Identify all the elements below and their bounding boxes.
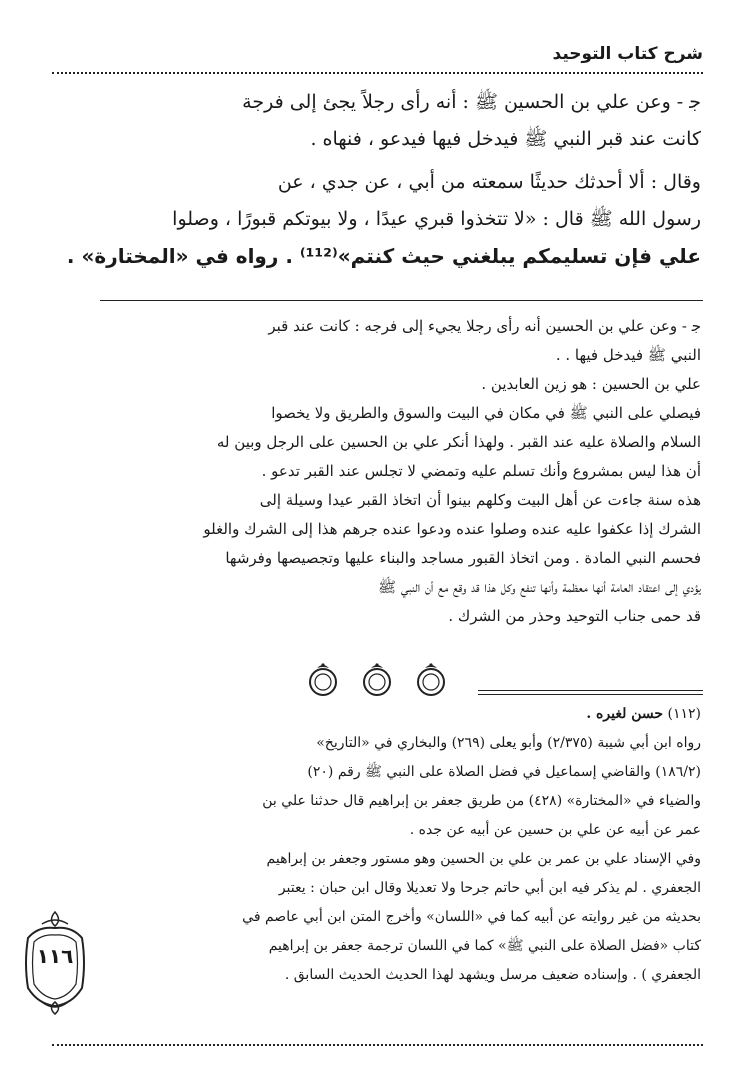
footnote-line: رواه ابن أبي شيبة (٢/٣٧٥) وأبو يعلى (٢٦٩) والبخاري في «التاريخ» [316,735,701,751]
footnote-divider-bottom [478,694,703,695]
footnote-divider-top [478,690,703,691]
matn-line: وقال : ألا أحدثك حديثًا سمعته من أبي ، عن جدي ، عن [277,171,701,193]
footnote-line: والضياء في «المختارة» (٤٢٨) من طريق جعفر بن إبراهيم قال حدثنا علي بن [262,793,701,809]
flower-ornament-icon [413,660,449,700]
sharh-line: السلام والصلاة عليه عند القبر . ولهذا أنكر علي بن الحسين على الرجل وبين له [216,433,701,451]
matn-line: كانت عند قبر النبي ﷺ فيدخل فيها فيدعو ، فنهاه . [310,128,701,150]
footnote-line: (١٨٦/٢) والقاضي إسماعيل في فضل الصلاة على النبي ﷺ رقم (٢٠) [307,764,701,780]
sharh-line: النبي ﷺ فيدخل فيها . . [555,346,701,364]
matn-line: علي فإن تسليمكم يبلغني حيث كنتم»⁽¹¹²⁾ . رواه في «المختارة» . [66,244,701,268]
page-number-frame [14,908,96,1018]
flower-ornament-icon [305,660,341,700]
header-divider [52,72,703,74]
footnote-line: بحديثه من غير روايته عن أبيه كما في «اللسان» وأخرج المتن ابن أبي عاصم في [242,909,701,925]
footnote-line: وفي الإسناد علي بن عمر بن علي بن الحسين وهو مستور وجعفر بن إبراهيم [266,851,701,867]
footnote-line: الجعفري . لم يذكر فيه ابن أبي حاتم جرحا ولا تعديلا وقال ابن حبان : يعتبر [278,880,701,896]
sharh-line: أن هذا ليس بمشروع وأنك تسلم عليه وتمضي لا تجلس عند القبر تدعو . [261,462,701,480]
footnote-heading [110,700,701,729]
footnote-grade: حسن لغيره . [586,706,664,722]
running-header-title: شرح كتاب التوحيد [552,44,703,64]
footnote-number: (١١٢) [667,706,701,722]
sharh-line: يؤدي إلى اعتقاد العامة أنها معظمة وأنها تنفع وكل هذا قد وقع مع أن النبي ﷺ [377,578,701,596]
matn-line: ﺟ - وعن علي بن الحسين ﷺ : أنه رأى رجلاً يجئ إلى فرجة [242,91,701,113]
sharh-line: ﺟ - وعن علي بن الحسين أنه رأى رجلا يجيء إلى فرجه : كانت عند قبر [268,317,701,335]
matn-divider [100,300,703,301]
sharh-line: علي بن الحسين : هو زين العابدين . [481,375,701,393]
footnote-line: الجعفري ) . وإسناده ضعيف مرسل ويشهد لهذا الحديث الحديث السابق . [284,967,701,983]
footnote-line: عمر عن أبيه عن علي بن حسين عن أبيه عن جده . [409,822,701,838]
flower-ornament-icon [359,660,395,700]
matn-line: رسول الله ﷺ قال : «لا تتخذوا قبري عيدًا ، ولا بيوتكم قبورًا ، وصلوا [172,208,701,230]
sharh-line: هذه سنة جاءت عن أهل البيت وكلهم بينوا أن اتخاذ القبر عيدا وسيلة إلى [259,491,701,509]
footer-divider [52,1044,703,1046]
sharh-line: فحسم النبي المادة . ومن اتخاذ القبور مساجد والبناء عليها وتجصيصها وفرشها [225,549,701,567]
footnote-line: كتاب «فضل الصلاة على النبي ﷺ» كما في اللسان ترجمة جعفر بن إبراهيم [268,938,701,954]
matn-block [58,84,701,275]
sharh-line: الشرك إذا عكفوا عليه عنده وصلوا عنده ودعوا عنده جرهم هذا إلى الشرك والغلو [203,520,701,538]
sharh-line: فيصلي على النبي ﷺ في مكان في البيت والسوق والطريق ولا يخصوا [271,404,701,422]
footnote-block [110,700,701,990]
sharh-block [58,312,701,631]
sharh-line: قد حمى جناب التوحيد وحذر من الشرك . [448,607,701,625]
page-number: ١١٦ [36,944,74,968]
